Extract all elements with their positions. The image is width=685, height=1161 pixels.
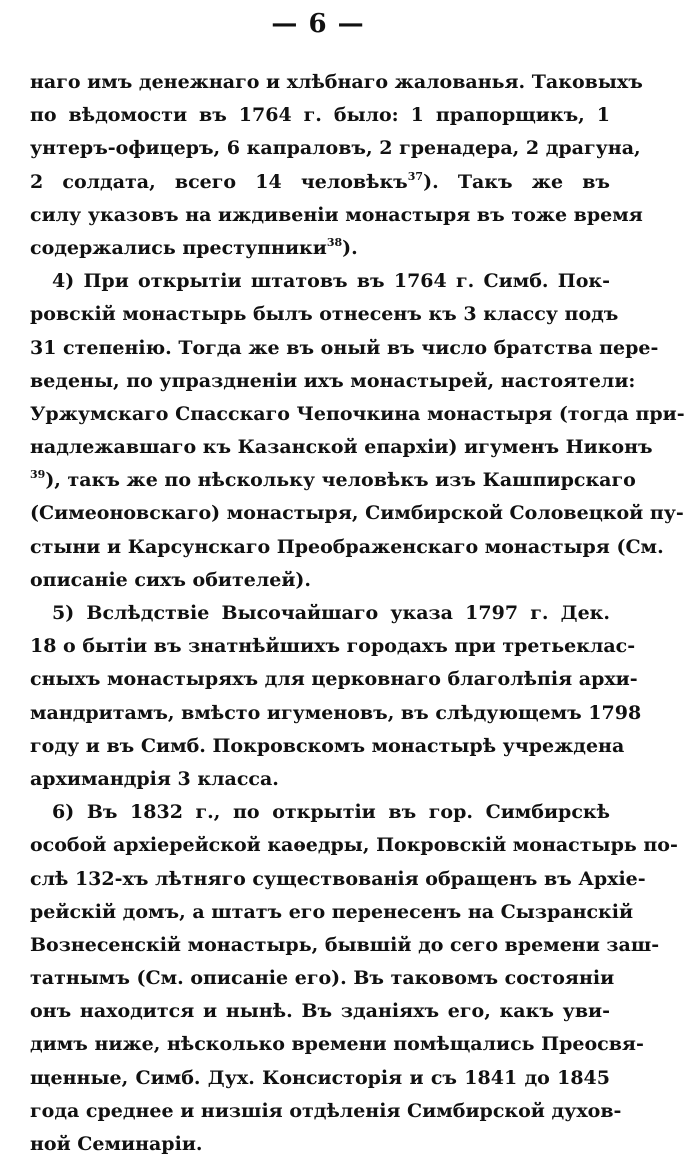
line-text: татнымъ (См. описаніе его). Въ таковомъ состояніи [30, 967, 615, 990]
text-line [30, 1095, 622, 1128]
line-text: силу указовъ на иждивеніи монастыря въ тоже время [30, 203, 643, 226]
text-line [30, 929, 660, 962]
text-line [30, 1028, 644, 1061]
text-line [30, 796, 610, 829]
text-line [30, 497, 684, 530]
text-line [30, 199, 643, 232]
line-text: 18 о бытіи въ знатнѣйшихъ городахъ при третьеклас- [30, 635, 636, 658]
line-text: по вѣдомости въ 1764 г. было: 1 прапорщикъ, 1 [30, 104, 610, 127]
text-line [30, 265, 610, 298]
line-text: описаніе сихъ обителей). [30, 568, 312, 591]
text-line [30, 1062, 610, 1095]
line-text: 2 солдата, всего 14 человѣкъ [30, 170, 408, 193]
line-text-tail: ). Такъ же въ [423, 170, 610, 193]
line-text: унтеръ-офицеръ, 6 капраловъ, 2 гренадера, 2 драгуна, [30, 137, 641, 160]
line-text: надлежавшаго къ Казанской епархіи) игуменъ Никонъ [30, 436, 653, 459]
line-text-tail: ). [342, 236, 358, 259]
text-line [30, 630, 636, 663]
text-line [30, 962, 615, 995]
line-text: архимандрія 3 класса. [30, 767, 279, 790]
text-line [30, 763, 610, 796]
body-text [30, 66, 685, 1161]
footnote-marker: 39 [30, 468, 46, 482]
line-text: слѣ 132-хъ лѣтняго существованія обращенъ въ Архіе- [30, 867, 646, 890]
text-line [30, 464, 636, 497]
text-line [30, 863, 646, 896]
text-line [30, 298, 619, 331]
footnote-marker: 38 [326, 235, 343, 249]
line-text: ведены, по упраздненіи ихъ монастырей, настоятели: [30, 369, 636, 392]
line-text: 6) Въ 1832 г., по открытіи въ гор. Симбирскѣ [52, 801, 610, 824]
footnote-marker: 37 [407, 169, 424, 183]
line-text: 31 степенію. Тогда же въ оный въ число братства пере- [30, 336, 659, 359]
line-text: Уржумскаго Спасскаго Чепочкина монастыря (тогда при- [30, 402, 685, 425]
text-line [30, 697, 642, 730]
text-line [30, 332, 659, 365]
page-number: — 6 — [271, 9, 365, 39]
line-text: содержались преступники [30, 236, 327, 259]
text-line [30, 66, 643, 99]
text-line [30, 398, 685, 431]
text-line [30, 531, 664, 564]
text-line [30, 365, 636, 398]
line-text: ной Семинаріи. [30, 1133, 203, 1155]
line-text: 5) Вслѣдствіе Высочайшаго указа 1797 г. Дек. [52, 602, 610, 624]
line-text: наго имъ денежнаго и хлѣбнаго жалованья. Таковыхъ [30, 71, 643, 93]
text-line [30, 730, 625, 763]
line-text: 4) При открытіи штатовъ въ 1764 г. Симб. Пок- [52, 270, 610, 293]
line-text: онъ находится и нынѣ. Въ зданіяхъ его, какъ уви- [30, 1000, 610, 1023]
line-text: рейскій домъ, а штатъ его перенесенъ на Сызранскій [30, 900, 634, 923]
line-text: мандритамъ, вмѣсто игуменовъ, въ слѣдующемъ 1798 [30, 701, 642, 724]
text-line [30, 431, 653, 464]
text-line [30, 896, 634, 929]
line-text: году и въ Симб. Покровскомъ монастырѣ учреждена [30, 734, 625, 757]
line-text: Вознесенскій монастырь, бывшій до сего времени заш- [30, 933, 660, 956]
text-line [30, 99, 610, 132]
text-line [30, 132, 641, 165]
text-line [30, 597, 610, 630]
line-text: стыни и Карсунскаго Преображенскаго монастыря (См. [30, 535, 664, 558]
line-text: щенные, Симб. Дух. Консисторія и съ 1841 до 1845 [30, 1066, 610, 1089]
text-line [30, 166, 610, 199]
line-text: года среднее и низшія отдѣленія Симбирской духов- [30, 1099, 622, 1122]
line-text: сныхъ монастыряхъ для церковнаго благолѣпія архи- [30, 668, 638, 691]
text-line [30, 564, 610, 597]
text-line [30, 995, 610, 1028]
line-text: ровскій монастырь былъ отнесенъ къ 3 классу подъ [30, 303, 619, 326]
line-text: димъ ниже, нѣсколько времени помѣщались Преосвя- [30, 1033, 644, 1056]
text-line [30, 829, 678, 862]
text-line [30, 1128, 610, 1161]
text-line [30, 232, 610, 265]
text-line [30, 663, 638, 696]
line-text: особой архіерейской каѳедры, Покровскій монастырь по- [30, 834, 678, 857]
line-text: (Симеоновскаго) монастыря, Симбирской Соловецкой пу- [30, 502, 684, 525]
line-text-tail: ), такъ же по нѣскольку человѣкъ изъ Кашпирскаго [45, 469, 636, 492]
